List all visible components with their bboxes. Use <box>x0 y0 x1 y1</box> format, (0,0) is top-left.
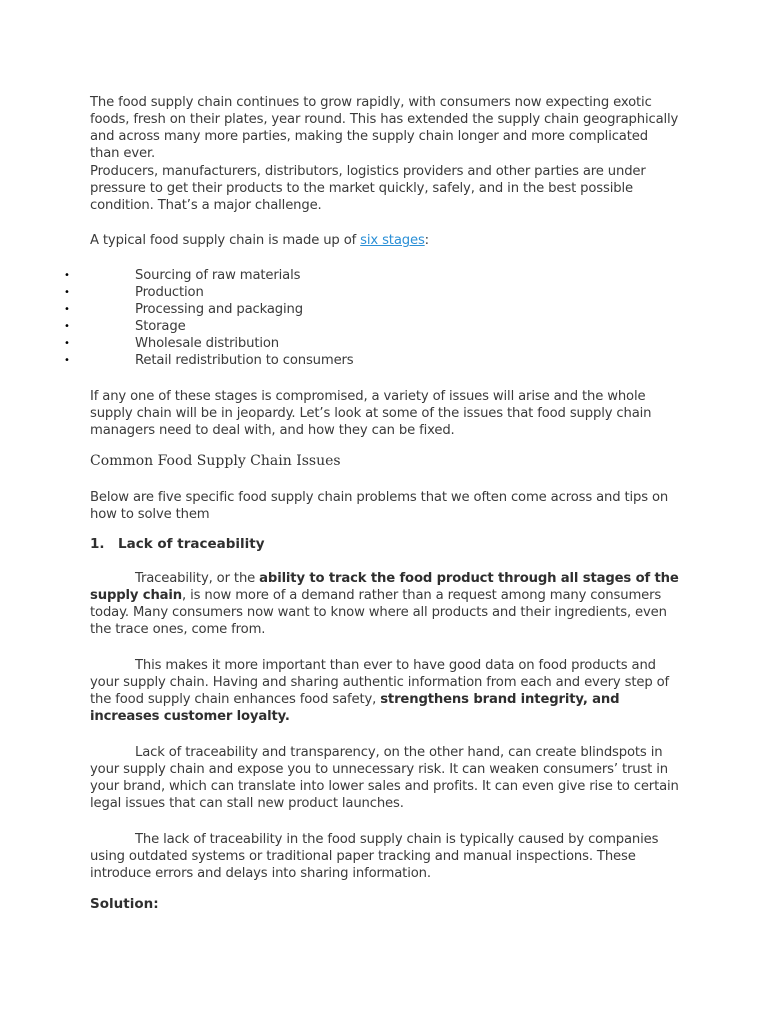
list-item <box>0 267 700 284</box>
issue-paragraph-3: Lack of traceability and transparency, on the other hand, can create blindspots in your supply chain and expose you to unnecessary risk. It can weaken consumers’ trust in your brand, which can translate into lower sales and profits. It can even give rise to certain legal issues that can stall new product launches. <box>90 745 679 811</box>
bullet-icon: • <box>64 321 70 332</box>
list-item <box>0 284 700 301</box>
intro-paragraph-3 <box>90 232 680 249</box>
issue-paragraph-1-text: Traceability, or the <box>135 571 260 586</box>
list-item-label: Sourcing of raw materials <box>135 268 301 283</box>
list-item <box>0 318 700 335</box>
issue-paragraph-2-text: This makes it more important than ever to have good data on food products and your supply chain. Having and sharing authentic information from each and every step of the food supply chain enhances food safety, <box>90 658 670 707</box>
solution-heading: Solution: <box>90 896 159 912</box>
issue-paragraph-2 <box>90 657 680 725</box>
bullet-icon: • <box>64 287 70 298</box>
section-intro-paragraph: Below are five specific food supply chain problems that we often come across and tips on how to solve them <box>90 490 669 522</box>
issue-paragraph-1 <box>90 570 680 638</box>
list-item-label: Production <box>135 285 204 300</box>
intro-paragraph-2: Producers, manufacturers, distributors, logistics providers and other parties are under pressure to get their products to the market quickly, safely, and in the best possible condition. That’s a major challenge. <box>90 164 646 213</box>
issue-title: Lack of traceability <box>118 536 265 552</box>
intro-paragraph-3-colon: : <box>424 233 429 248</box>
issue-paragraph-1-rest: , is now more of a demand rather than a request among many consumers today. Many consumers now want to know where all products and their ingredients, even the trace ones, come from. <box>90 588 667 637</box>
stages-list <box>0 267 700 369</box>
list-item-label: Retail redistribution to consumers <box>135 353 354 368</box>
issue-paragraph-2-bold: strengthens brand integrity, and increases customer loyalty. <box>90 692 620 724</box>
bullet-icon: • <box>64 338 70 349</box>
intro-paragraph-1: The food supply chain continues to grow rapidly, with consumers now expecting exotic foods, fresh on their plates, year round. This has extended the supply chain geographically and across many more parties, making the supply chain longer and more complicated than ever. <box>90 95 679 161</box>
list-item <box>0 301 700 318</box>
list-item-label: Processing and packaging <box>135 302 303 317</box>
bullet-icon: • <box>64 304 70 315</box>
six-stages-link[interactable]: six stages <box>360 233 425 248</box>
issue-number: 1. <box>90 536 105 552</box>
intro-paragraph-3-text: A typical food supply chain is made up of <box>90 233 361 248</box>
list-item <box>0 352 700 369</box>
issue-heading <box>90 536 265 552</box>
bullet-icon: • <box>64 270 70 281</box>
after-list-paragraph: If any one of these stages is compromised, a variety of issues will arise and the whole supply chain will be in jeopardy. Let’s look at some of the issues that food supply chain managers need to deal with, and how they can be fixed. <box>90 389 652 438</box>
list-item-label: Storage <box>135 319 186 334</box>
list-item <box>0 335 700 352</box>
section-heading: Common Food Supply Chain Issues <box>90 453 341 469</box>
issue-paragraph-1-bold: ability to track the food product through all stages of the supply chain <box>90 571 679 603</box>
list-item-label: Wholesale distribution <box>135 336 280 351</box>
bullet-icon: • <box>64 355 70 366</box>
issue-paragraph-4: The lack of traceability in the food supply chain is typically caused by companies using outdated systems or traditional paper tracking and manual inspections. These introduce errors and delays into sharing information. <box>90 832 659 881</box>
